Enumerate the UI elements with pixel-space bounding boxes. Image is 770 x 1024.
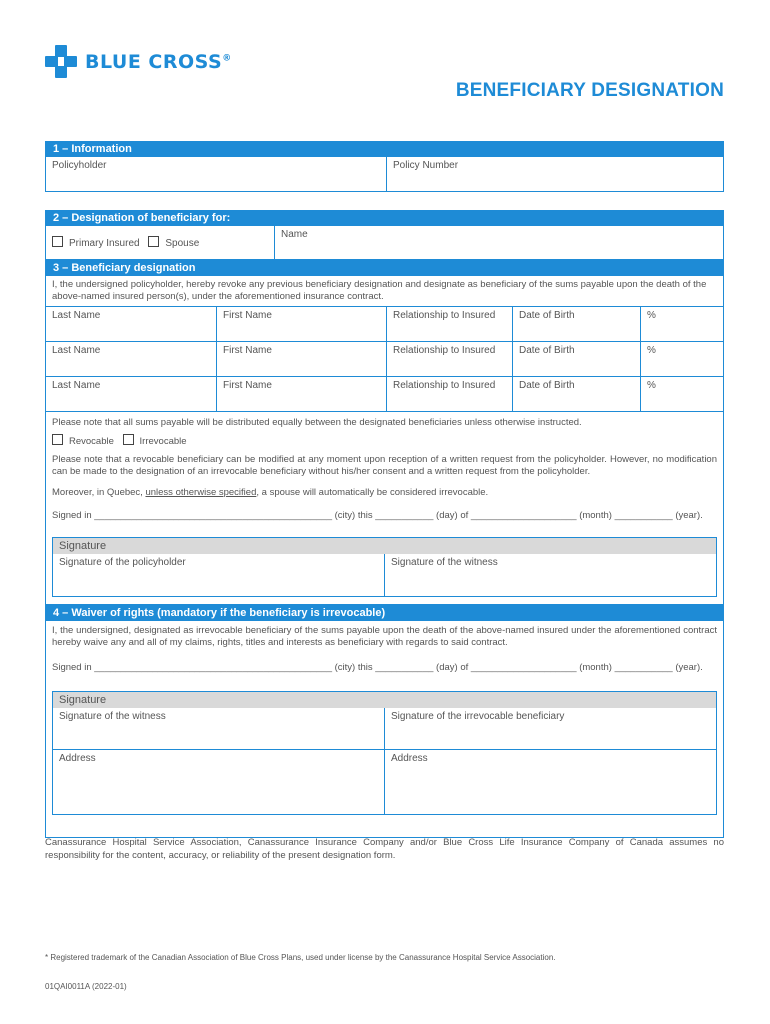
trademark-note: * Registered trademark of the Canadian Association of Blue Cross Plans, used under license by the Canassurance Hospital Service Association. [45, 953, 556, 962]
spouse-checkbox[interactable] [148, 236, 159, 247]
witness-signature-field[interactable]: Signature of the witness [384, 554, 716, 596]
irrevocable-label: Irrevocable [139, 436, 187, 447]
page-title: BENEFICIARY DESIGNATION [455, 80, 724, 101]
beneficiary-column-label: Relationship to Insured [393, 345, 496, 356]
signed-in-line[interactable]: Signed in _____________________________________________ (city) this ___________ (day) of ____________________ (month) ___________ (year). [52, 510, 703, 521]
witness-address-field[interactable]: Address [59, 753, 96, 764]
beneficiary-address-field[interactable]: Address [384, 750, 716, 814]
signature-heading: Signature [53, 538, 716, 554]
name-label: Name [281, 229, 308, 240]
primary-insured-checkbox[interactable] [52, 236, 63, 247]
irrevocable-checkbox[interactable] [123, 434, 134, 445]
beneficiary-form [45, 141, 724, 838]
beneficiary-column-label: Last Name [52, 380, 101, 391]
beneficiary-field-percent[interactable] [640, 307, 723, 341]
beneficiary-column-label: Date of Birth [519, 345, 575, 356]
policyholder-label: Policyholder [52, 160, 107, 171]
signature-box-section-3 [52, 537, 717, 597]
beneficiary-column-label: % [647, 310, 656, 321]
beneficiary-field-relationship-to-insured[interactable] [386, 377, 512, 411]
waiver-witness-signature-field[interactable]: Signature of the witness [59, 711, 166, 722]
beneficiary-field-relationship-to-insured[interactable] [386, 342, 512, 376]
beneficiary-column-label: Date of Birth [519, 310, 575, 321]
beneficiary-field-date-of-birth[interactable] [512, 307, 640, 341]
disclaimer: Canassurance Hospital Service Association, Canassurance Insurance Company and/or Blue Cross Life Insurance Company of Canada assumes no responsibility for the content, accuracy, or reliability of the present designation form. [45, 837, 724, 861]
section-4-heading: 4 – Waiver of rights (mandatory if the beneficiary is irrevocable) [45, 605, 724, 621]
section-2-heading: 2 – Designation of beneficiary for: [45, 210, 724, 226]
beneficiary-column-label: First Name [223, 380, 272, 391]
beneficiary-column-label: % [647, 380, 656, 391]
cross-icon [45, 45, 77, 78]
beneficiary-column-label: Relationship to Insured [393, 380, 496, 391]
beneficiary-column-label: Date of Birth [519, 380, 575, 391]
policy-number-field[interactable] [386, 157, 723, 191]
beneficiary-field-first-name[interactable] [216, 342, 386, 376]
beneficiary-row [45, 377, 724, 412]
blue-cross-logo [45, 45, 232, 78]
beneficiary-field-percent[interactable] [640, 377, 723, 411]
beneficiary-column-label: Last Name [52, 345, 101, 356]
spouse-label: Spouse [165, 238, 200, 249]
irrevocable-beneficiary-signature-field[interactable]: Signature of the irrevocable beneficiary [384, 708, 716, 749]
primary-insured-label: Primary Insured [69, 238, 140, 249]
beneficiary-field-first-name[interactable] [216, 307, 386, 341]
equal-distribution-note: Please note that all sums payable will be distributed equally between the designated beneficiaries unless otherwise instructed. [52, 417, 582, 428]
policyholder-signature-field[interactable]: Signature of the policyholder [59, 557, 186, 568]
quebec-note: Moreover, in Quebec, unless otherwise specified, a spouse will automatically be considered irrevocable. [52, 487, 489, 498]
beneficiary-column-label: % [647, 345, 656, 356]
brand-name: BLUE CROSS® [85, 50, 232, 73]
section-1-heading: 1 – Information [45, 141, 724, 157]
revocable-label: Revocable [69, 436, 114, 447]
policyholder-field[interactable] [46, 157, 386, 191]
signature-box-section-4 [52, 691, 717, 815]
beneficiary-row [45, 307, 724, 342]
form-code: 01QAI0011A (2022-01) [45, 982, 127, 991]
beneficiary-field-percent[interactable] [640, 342, 723, 376]
designation-intro: I, the undersigned policyholder, hereby revoke any previous beneficiary designation and designate as beneficiary of the sums payable upon the death of the above-named insured person(s), under the aforementioned insurance contract. [52, 279, 707, 302]
waiver-signature-heading: Signature [53, 692, 716, 708]
beneficiary-column-label: First Name [223, 345, 272, 356]
beneficiary-column-label: Last Name [52, 310, 101, 321]
waiver-intro: I, the undersigned, designated as irrevocable beneficiary of the sums payable upon the death of the above-named insured under the aforementioned contract hereby waive any and all of my claims, rights, titles and interests as beneficiary with regards to said contract. [52, 625, 717, 648]
waiver-signed-in-line[interactable]: Signed in _____________________________________________ (city) this ___________ (day) of ____________________ (month) ___________ (year). [52, 662, 703, 673]
beneficiary-field-date-of-birth[interactable] [512, 377, 640, 411]
beneficiary-field-date-of-birth[interactable] [512, 342, 640, 376]
beneficiary-field-last-name[interactable] [46, 342, 216, 376]
name-field[interactable] [274, 226, 723, 259]
section-3-heading: 3 – Beneficiary designation [45, 260, 724, 276]
policy-number-label: Policy Number [393, 160, 459, 171]
revocable-checkbox[interactable] [52, 434, 63, 445]
beneficiary-row [45, 342, 724, 377]
beneficiary-field-relationship-to-insured[interactable] [386, 307, 512, 341]
beneficiary-column-label: Relationship to Insured [393, 310, 496, 321]
beneficiary-column-label: First Name [223, 310, 272, 321]
beneficiary-field-first-name[interactable] [216, 377, 386, 411]
beneficiary-field-last-name[interactable] [46, 307, 216, 341]
revocable-note: Please note that a revocable beneficiary can be modified at any moment upon reception of a written request from the policyholder. However, no modification can be made to the designation of an irrevocable beneficiary without his/her consent and a written request from the policyholder. [52, 454, 717, 477]
beneficiary-field-last-name[interactable] [46, 377, 216, 411]
